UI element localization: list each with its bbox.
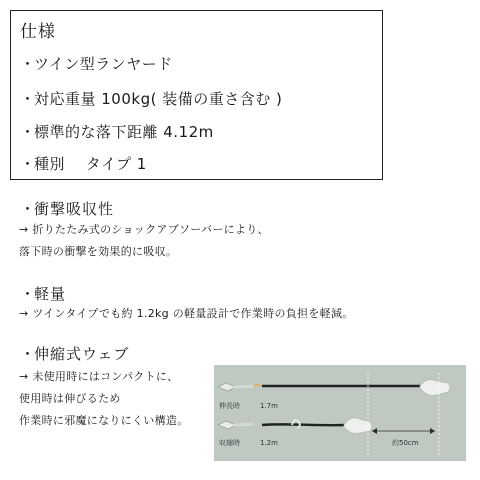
feature-body-elastic-webbing (19, 366, 189, 432)
spec-item-type (20, 53, 173, 74)
bullet: ・ (20, 200, 37, 218)
spec-item-label: 対応重量 100kg( 装備の重さ含む ) (34, 90, 283, 108)
feature-heading-text: 伸縮式ウェブ (34, 345, 130, 363)
bullet: ・ (20, 55, 36, 73)
spec-item-category (20, 153, 147, 174)
lanyard-length-photo (214, 365, 466, 461)
bullet: ・ (20, 123, 36, 141)
bullet: ・ (20, 90, 36, 108)
spec-item-fall-distance (20, 121, 214, 142)
webbing-retracted (262, 424, 344, 425)
extended-label: 伸長時 (219, 402, 240, 410)
retracted-label: 収縮時 (219, 439, 240, 447)
spec-item-load (20, 88, 282, 109)
difference-label: 約50cm (392, 439, 419, 447)
spec-item-label: ツイン型ランヤード (34, 55, 173, 73)
shock-absorber-icon (234, 386, 254, 387)
bullet: ・ (20, 155, 36, 173)
feature-heading-shock-absorption (20, 198, 114, 219)
feature-heading-text: 衝撃吸収性 (34, 200, 115, 218)
spec-title: 仕様 (20, 22, 56, 42)
feature-line: → ツインタイプでも約 1.2kg の軽量設計で作業時の負担を軽減。 (19, 307, 354, 320)
spec-item-label: 種別 タイプ 1 (34, 155, 147, 173)
feature-body-lightweight (19, 303, 354, 325)
feature-line: → 未使用時にはコンパクトに、 (19, 370, 179, 383)
feature-heading-elastic-webbing (20, 343, 129, 364)
feature-line: 落下時の衝撃を効果的に吸収。 (19, 245, 178, 258)
feature-body-shock-absorption (19, 219, 269, 263)
extended-length: 1.7m (260, 402, 278, 410)
feature-line: 作業時に邪魔になりにくい構造。 (19, 414, 189, 427)
photo-background (214, 365, 466, 461)
shock-absorber-icon (234, 424, 254, 425)
lanyard-illustration (214, 365, 466, 461)
spec-item-label: 標準的な落下距離 4.12m (34, 123, 214, 141)
feature-heading-text: 軽量 (34, 285, 67, 303)
feature-heading-lightweight (20, 283, 66, 304)
label-tag-icon (254, 385, 262, 386)
feature-line: 使用時は伸びるため (19, 392, 121, 405)
feature-line: → 折りたたみ式のショックアブソーバーにより、 (19, 223, 269, 236)
bullet: ・ (20, 285, 37, 303)
spec-box (10, 10, 383, 180)
retracted-length: 1.2m (260, 439, 278, 447)
bullet: ・ (20, 345, 37, 363)
